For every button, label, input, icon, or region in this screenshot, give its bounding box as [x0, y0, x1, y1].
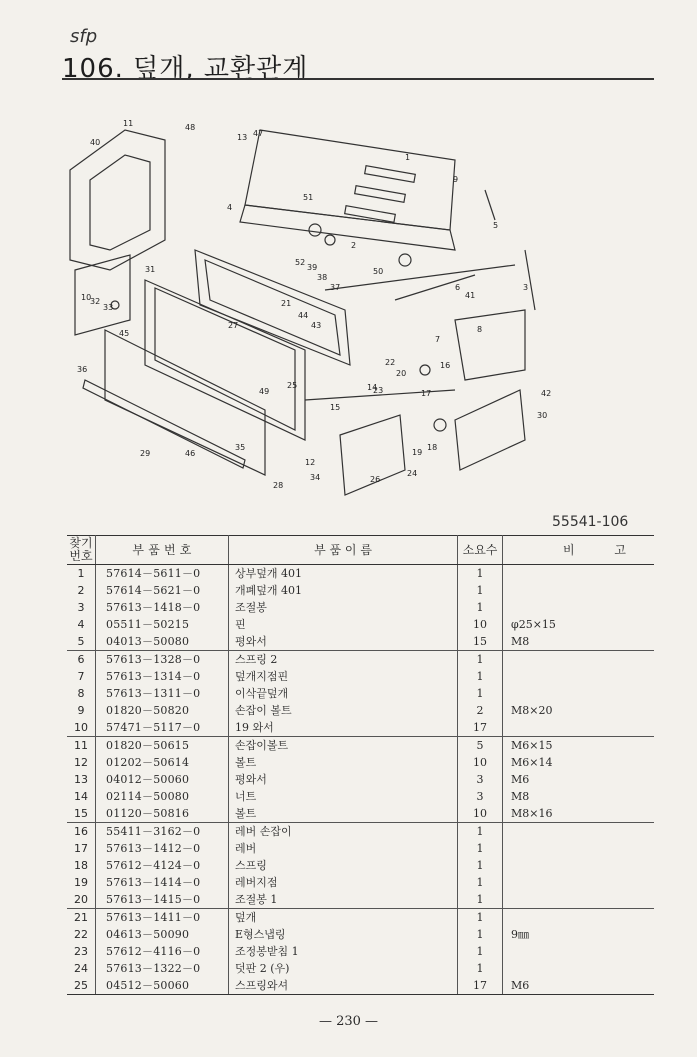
- row-part-number: 57471－5117－0: [96, 719, 229, 737]
- row-remark: [503, 943, 655, 960]
- row-no: 12: [67, 754, 96, 771]
- callout: 34: [310, 473, 321, 482]
- header-remark-1: 비: [563, 542, 575, 557]
- row-part-name: 개폐덮개 401: [229, 582, 458, 599]
- callout: 31: [145, 265, 156, 274]
- callout: 7: [435, 335, 441, 344]
- row-no: 20: [67, 891, 96, 909]
- callout: 10: [81, 293, 92, 302]
- table-row: [67, 874, 654, 891]
- page-title: 106. 덮개, 교환관계: [62, 54, 309, 84]
- row-remark: [503, 719, 655, 737]
- callout: 36: [77, 365, 88, 374]
- callout: 39: [307, 263, 318, 272]
- row-remark: [503, 668, 655, 685]
- row-part-name: 덧판 2 (우): [229, 960, 458, 977]
- table-row: [67, 840, 654, 857]
- row-part-name: 이삭끝덮개: [229, 685, 458, 702]
- document-number: 55541-106: [552, 514, 629, 530]
- row-remark: M6: [511, 773, 530, 786]
- callout: 51: [303, 193, 314, 202]
- callout: 6: [455, 283, 461, 292]
- row-part-name: 핀: [229, 616, 458, 633]
- row-quantity: 1: [458, 685, 503, 702]
- table-row: [67, 685, 654, 702]
- row-no: 10: [67, 719, 96, 737]
- header-part-number: 부 품 번 호: [96, 536, 229, 565]
- row-part-name: 상부덮개 401: [229, 565, 458, 583]
- row-no: 4: [67, 616, 96, 633]
- callout: 37: [330, 283, 341, 292]
- page-number: — 230 —: [318, 1014, 379, 1029]
- table-row: [67, 960, 654, 977]
- callout: 42: [541, 389, 552, 398]
- callout: 3: [523, 283, 529, 292]
- callout: 52: [295, 258, 306, 267]
- row-part-number: 57614－5611－0: [96, 565, 229, 583]
- table-row: [67, 754, 654, 771]
- callout: 2: [351, 241, 357, 250]
- row-remark: M8×20: [511, 704, 553, 717]
- row-remark: M8: [503, 633, 655, 651]
- row-part-name: 손잡이볼트: [229, 737, 458, 755]
- row-remark: M6: [503, 977, 655, 995]
- table-row: [67, 702, 654, 719]
- row-remark: [503, 840, 655, 857]
- header-part-name: 부 품 이 름: [229, 536, 458, 565]
- row-remark: [503, 685, 655, 702]
- row-no: 21: [67, 909, 96, 927]
- row-part-name: 평와서: [229, 633, 458, 651]
- callout: 24: [407, 469, 418, 478]
- header-remarks: [503, 536, 655, 565]
- row-quantity: 10: [458, 805, 503, 823]
- row-no: 1: [67, 565, 96, 583]
- row-part-name: 레버: [229, 840, 458, 857]
- row-quantity: 1: [458, 668, 503, 685]
- callout: 23: [373, 386, 384, 395]
- callout: 20: [396, 369, 407, 378]
- row-quantity: 1: [458, 943, 503, 960]
- row-quantity: 1: [458, 960, 503, 977]
- left-housing-shape: [70, 130, 165, 270]
- row-no: 7: [67, 668, 96, 685]
- row-part-number: 01120－50816: [96, 805, 229, 823]
- row-no: 8: [67, 685, 96, 702]
- row-no: 14: [67, 788, 96, 805]
- row-part-number: 57613－1314－0: [96, 668, 229, 685]
- callout: 49: [259, 387, 270, 396]
- callout: 48: [185, 123, 196, 132]
- row-no: 13: [67, 771, 96, 788]
- row-part-name: 손잡이 볼트: [229, 702, 458, 719]
- row-no: 24: [67, 960, 96, 977]
- row-no: 3: [67, 599, 96, 616]
- callout: 38: [317, 273, 328, 282]
- table-row: [67, 857, 654, 874]
- row-remark: [503, 582, 655, 599]
- row-part-number: 04512－50060: [96, 977, 229, 995]
- exploded-parts-diagram: [55, 110, 595, 510]
- callout: 33: [103, 303, 114, 312]
- row-quantity: 1: [458, 874, 503, 891]
- callout: 43: [311, 321, 322, 330]
- row-part-name: 레버 손잡이: [229, 823, 458, 841]
- row-quantity: 1: [458, 582, 503, 599]
- header-quantity: 소요수: [458, 536, 503, 565]
- row-quantity: 1: [458, 857, 503, 874]
- callout: 30: [537, 411, 548, 420]
- table-row: [67, 788, 654, 805]
- table-row: [67, 891, 654, 909]
- row-part-number: 57612－4116－0: [96, 943, 229, 960]
- row-quantity: 10: [458, 616, 503, 633]
- table-row: [67, 977, 654, 995]
- row-part-name: 스프링 2: [229, 651, 458, 669]
- row-remark: [503, 891, 655, 909]
- table-row: [67, 805, 654, 823]
- table-row: [67, 616, 654, 633]
- row-part-number: 04013－50080: [96, 633, 229, 651]
- row-part-name: 스프링와셔: [229, 977, 458, 995]
- table-row: [67, 565, 654, 583]
- row-part-number: 57612－4124－0: [96, 857, 229, 874]
- row-no: 18: [67, 857, 96, 874]
- row-remark: [503, 651, 655, 669]
- row-no: 6: [67, 651, 96, 669]
- row-no: 23: [67, 943, 96, 960]
- callout: 22: [385, 358, 396, 367]
- row-part-number: 57613－1418－0: [96, 599, 229, 616]
- callout: 21: [281, 299, 292, 308]
- row-part-number: 57613－1415－0: [96, 891, 229, 909]
- callout: 28: [273, 481, 284, 490]
- callout: 25: [287, 381, 298, 390]
- row-remark: 9㎜: [511, 928, 529, 941]
- row-part-name: E형스냅링: [229, 926, 458, 943]
- row-part-number: 01202－50614: [96, 754, 229, 771]
- table-row: [67, 909, 654, 927]
- callout: 35: [235, 443, 246, 452]
- row-no: 19: [67, 874, 96, 891]
- row-part-name: 조절봉 1: [229, 891, 458, 909]
- table-row: [67, 719, 654, 737]
- row-no: 9: [67, 702, 96, 719]
- callout: 32: [90, 297, 101, 306]
- callout: 9: [453, 175, 459, 184]
- callout: 8: [477, 325, 483, 334]
- row-remark: [503, 909, 655, 927]
- row-part-name: 덮개: [229, 909, 458, 927]
- row-quantity: 17: [458, 719, 503, 737]
- row-quantity: 15: [458, 633, 503, 651]
- callout: 46: [185, 449, 196, 458]
- table-row: [67, 633, 654, 651]
- row-part-number: 02114－50080: [96, 788, 229, 805]
- row-part-name: 19 와서: [229, 719, 458, 737]
- row-quantity: 1: [458, 891, 503, 909]
- row-quantity: 1: [458, 909, 503, 927]
- callout: 44: [298, 311, 309, 320]
- table-row: [67, 582, 654, 599]
- row-quantity: 1: [458, 565, 503, 583]
- callout: 27: [228, 321, 239, 330]
- row-part-name: 평와서: [229, 771, 458, 788]
- callout: 26: [370, 475, 381, 484]
- row-part-name: 조정봉받침 1: [229, 943, 458, 960]
- row-part-number: 57613－1414－0: [96, 874, 229, 891]
- row-part-number: 01820－50820: [96, 702, 229, 719]
- row-no: 22: [67, 926, 96, 943]
- callout: 50: [373, 267, 384, 276]
- callout: 12: [305, 458, 316, 467]
- row-part-name: 볼트: [229, 805, 458, 823]
- row-part-number: 57613－1411－0: [96, 909, 229, 927]
- callout: 40: [90, 138, 101, 147]
- callout: 47: [253, 129, 264, 138]
- row-remark: [503, 874, 655, 891]
- callout: 5: [493, 221, 499, 230]
- row-quantity: 10: [458, 754, 503, 771]
- row-quantity: 3: [458, 788, 503, 805]
- row-part-name: 조절봉: [229, 599, 458, 616]
- row-part-number: 04613－50090: [96, 926, 229, 943]
- table-row: [67, 599, 654, 616]
- row-quantity: 1: [458, 599, 503, 616]
- row-no: 5: [67, 633, 96, 651]
- header-remark-2: 고: [614, 542, 626, 557]
- callout: 29: [140, 449, 151, 458]
- row-part-number: 57614－5621－0: [96, 582, 229, 599]
- row-remark: M6×14: [511, 756, 553, 769]
- row-remark: [503, 565, 655, 583]
- callout: 1: [405, 153, 411, 162]
- row-no: 17: [67, 840, 96, 857]
- callout: 11: [123, 119, 134, 128]
- row-remark: M6×15: [511, 739, 553, 752]
- row-part-name: 너트: [229, 788, 458, 805]
- row-quantity: 1: [458, 823, 503, 841]
- table-row: [67, 651, 654, 669]
- row-quantity: 17: [458, 977, 503, 995]
- row-remark: M8×16: [503, 805, 655, 823]
- row-part-number: 01820－50615: [96, 737, 229, 755]
- row-quantity: 1: [458, 651, 503, 669]
- header-no: 찾기 번호: [67, 536, 96, 565]
- row-part-name: 레버지점: [229, 874, 458, 891]
- row-part-number: 05511－50215: [96, 616, 229, 633]
- callout: 16: [440, 361, 451, 370]
- callout: 41: [465, 291, 476, 300]
- table-header-row: [67, 536, 654, 565]
- row-part-number: 57613－1311－0: [96, 685, 229, 702]
- row-remark: [503, 960, 655, 977]
- callout: 18: [427, 443, 438, 452]
- row-remark: [503, 857, 655, 874]
- row-remark: [503, 599, 655, 616]
- row-remark: M8: [511, 790, 530, 803]
- row-quantity: 1: [458, 840, 503, 857]
- row-part-number: 04012－50060: [96, 771, 229, 788]
- row-quantity: 5: [458, 737, 503, 755]
- row-part-number: 55411－3162－0: [96, 823, 229, 841]
- callout: 17: [421, 389, 432, 398]
- row-part-number: 57613－1412－0: [96, 840, 229, 857]
- callout: 45: [119, 329, 130, 338]
- table-row: [67, 771, 654, 788]
- callout: 4: [227, 203, 233, 212]
- row-part-name: 볼트: [229, 754, 458, 771]
- callout: 14: [367, 383, 378, 392]
- row-part-number: 57613－1328－0: [96, 651, 229, 669]
- table-row: [67, 823, 654, 841]
- row-no: 25: [67, 977, 96, 995]
- callout: 19: [412, 448, 423, 457]
- row-quantity: 2: [458, 702, 503, 719]
- table-row: [67, 668, 654, 685]
- row-quantity: 3: [458, 771, 503, 788]
- parts-table-body: [67, 565, 654, 995]
- row-part-number: 57613－1322－0: [96, 960, 229, 977]
- callout: 15: [330, 403, 341, 412]
- row-no: 11: [67, 737, 96, 755]
- row-part-name: 덮개지점핀: [229, 668, 458, 685]
- title-underline: [62, 78, 654, 80]
- row-remark: φ25×15: [511, 618, 556, 631]
- handwritten-mark: sfp: [70, 26, 98, 47]
- row-no: 15: [67, 805, 96, 823]
- row-remark: [503, 823, 655, 841]
- table-row: [67, 737, 654, 755]
- table-row: [67, 926, 654, 943]
- row-no: 16: [67, 823, 96, 841]
- row-no: 2: [67, 582, 96, 599]
- row-part-name: 스프링: [229, 857, 458, 874]
- row-quantity: 1: [458, 926, 503, 943]
- parts-table: [67, 535, 654, 995]
- callout: 13: [237, 133, 248, 142]
- table-row: [67, 943, 654, 960]
